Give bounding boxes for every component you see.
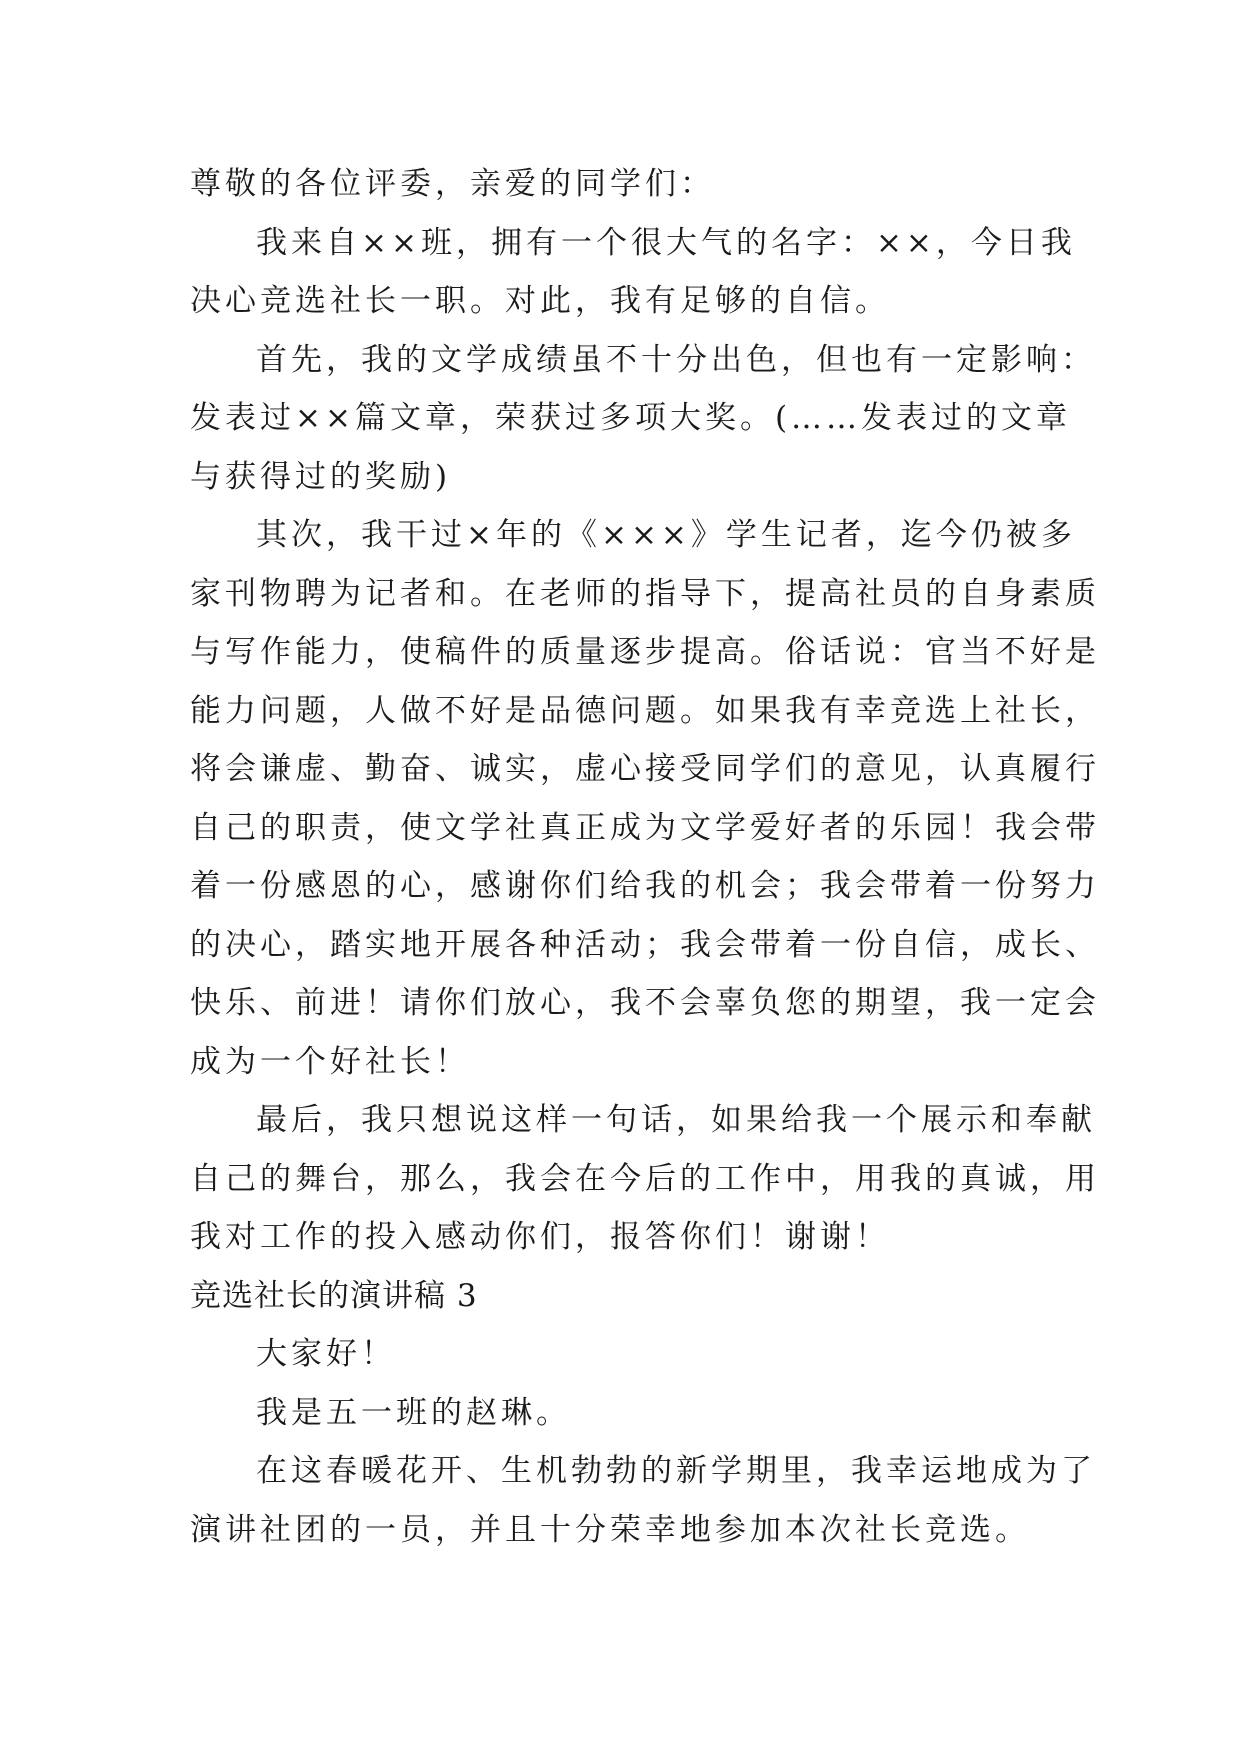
paragraph-4-line-3: 我对工作的投入感动你们，报答你们！谢谢！ bbox=[190, 1219, 890, 1255]
greeting-line: 尊敬的各位评委，亲爱的同学们： bbox=[190, 166, 715, 202]
paragraph-3-line-4: 能力问题，人做不好是品德问题。如果我有幸竞选上社长， bbox=[190, 692, 1100, 729]
paragraph-7-line-2: 演讲社团的一员，并且十分荣幸地参加本次社长竞选。 bbox=[190, 1511, 1030, 1548]
paragraph-1-line-1: 我来自××班，拥有一个很大气的名字：××，今日我 bbox=[256, 224, 1076, 261]
paragraph-3-line-1: 其次，我干过×年的《×××》学生记者，迄今仍被多 bbox=[256, 517, 1076, 553]
paragraph-3-line-2: 家刊物聘为记者和。在老师的指导下，提高社员的自身素质 bbox=[190, 575, 1100, 612]
paragraph-2-line-1: 首先，我的文学成绩虽不十分出色，但也有一定影响： bbox=[256, 341, 1096, 378]
paragraph-1-line-2: 决心竞选社长一职。对此，我有足够的自信。 bbox=[190, 283, 890, 319]
paragraph-3-line-6: 自己的职责，使文学社真正成为文学爱好者的乐园！我会带 bbox=[190, 809, 1100, 846]
paragraph-3-line-8: 的决心，踏实地开展各种活动；我会带着一份自信，成长、 bbox=[190, 926, 1100, 963]
section-title: 竞选社长的演讲稿 3 bbox=[190, 1277, 478, 1314]
document-body bbox=[190, 155, 1100, 1559]
paragraph-4-line-1: 最后，我只想说这样一句话，如果给我一个展示和奉献 bbox=[256, 1102, 1096, 1138]
paragraph-3-line-10: 成为一个好社长！ bbox=[190, 1043, 470, 1080]
paragraph-2-line-2: 发表过××篇文章，荣获过多项大奖。(……发表过的文章 bbox=[190, 400, 1072, 436]
paragraph-3-line-9: 快乐、前进！请你们放心，我不会辜负您的期望，我一定会 bbox=[190, 985, 1100, 1021]
paragraph-5-line-1: 大家好！ bbox=[256, 1336, 396, 1372]
paragraph-6-line-1: 我是五一班的赵琳。 bbox=[256, 1394, 571, 1431]
paragraph-3-line-3: 与写作能力，使稿件的质量逐步提高。俗话说：官当不好是 bbox=[190, 634, 1100, 670]
paragraph-2-line-3: 与获得过的奖励) bbox=[190, 458, 452, 495]
paragraph-7-line-1: 在这春暖花开、生机勃勃的新学期里，我幸运地成为了 bbox=[256, 1453, 1096, 1489]
paragraph-4-line-2: 自己的舞台，那么，我会在今后的工作中，用我的真诚，用 bbox=[190, 1160, 1100, 1197]
paragraph-3-line-5: 将会谦虚、勤奋、诚实，虚心接受同学们的意见，认真履行 bbox=[190, 751, 1100, 787]
paragraph-3-line-7: 着一份感恩的心，感谢你们给我的机会；我会带着一份努力 bbox=[190, 868, 1100, 904]
